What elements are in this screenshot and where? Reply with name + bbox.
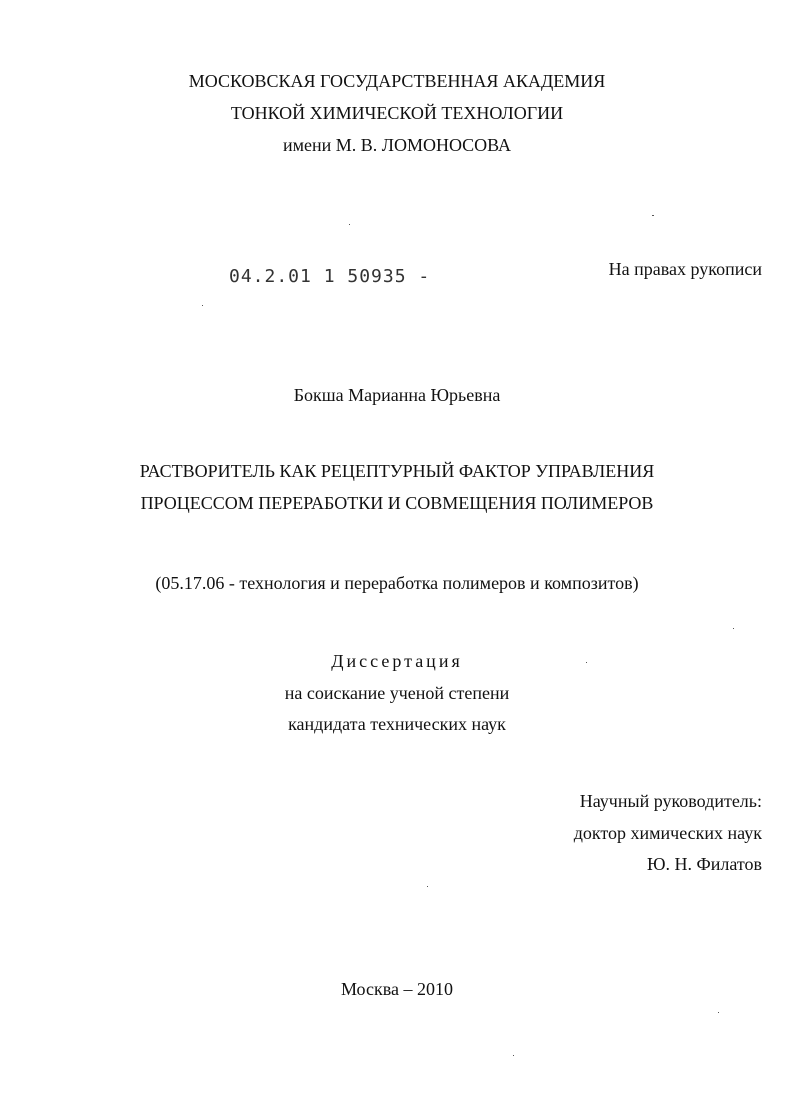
scan-speck <box>652 215 654 216</box>
degree-line-1: на соискание ученой степени <box>284 683 510 703</box>
scan-speck <box>586 662 587 663</box>
institution-line-2: ТОНКОЙ ХИМИЧЕСКОЙ ТЕХНОЛОГИИ <box>230 103 564 123</box>
scan-speck <box>349 224 350 225</box>
author-name: Бокша Марианна Юрьевна <box>293 385 501 405</box>
scan-speck <box>733 628 734 629</box>
institution-line-1: МОСКОВСКАЯ ГОСУДАРСТВЕННАЯ АКАДЕМИЯ <box>188 71 606 91</box>
dissertation-label: Диссертация <box>331 651 463 671</box>
supervisor-name: Ю. Н. Филатов <box>647 854 762 874</box>
scan-speck <box>202 305 203 306</box>
manuscript-rights-note: На правах рукописи <box>608 259 762 279</box>
scan-speck <box>513 1055 514 1056</box>
institution-line-3: имени М. В. ЛОМОНОСОВА <box>282 135 512 155</box>
scan-speck <box>427 886 428 887</box>
degree-line-2: кандидата технических наук <box>288 714 506 734</box>
city-and-year: Москва – 2010 <box>341 979 453 999</box>
thesis-title-line-2: ПРОЦЕССОМ ПЕРЕРАБОТКИ И СОВМЕЩЕНИЯ ПОЛИМЕРОВ <box>140 493 654 513</box>
specialty-code: (05.17.06 - технология и переработка полимеров и композитов) <box>155 573 639 593</box>
supervisor-degree: доктор химических наук <box>573 823 762 843</box>
scan-speck <box>718 1012 719 1013</box>
supervisor-label: Научный руководитель: <box>579 791 762 811</box>
thesis-title-line-1: РАСТВОРИТЕЛЬ КАК РЕЦЕПТУРНЫЙ ФАКТОР УПРАВЛЕНИЯ <box>139 461 655 481</box>
registration-stamp-number: 04.2.01 1 50935 - <box>229 266 431 287</box>
